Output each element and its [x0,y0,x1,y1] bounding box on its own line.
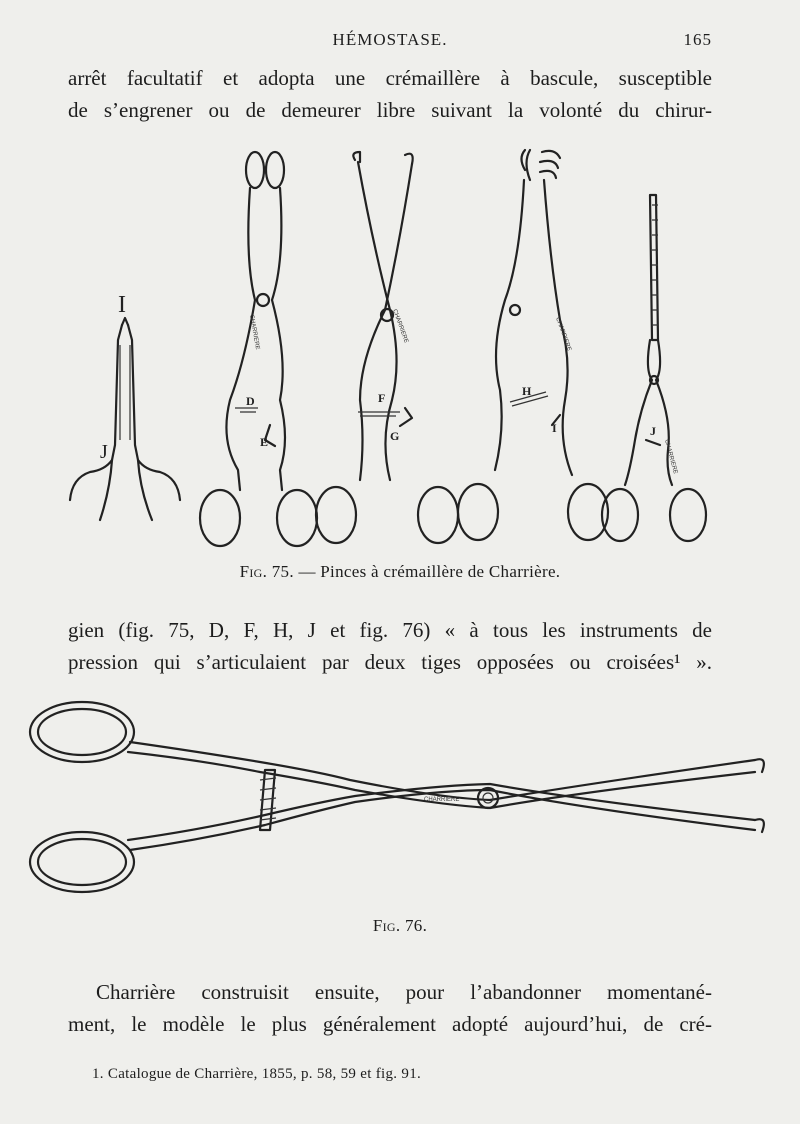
paragraph-bottom [96,976,712,1008]
footnote: 1. Catalogue de Charrière, 1855, p. 58, 59 et fig. 91. [92,1066,422,1082]
figure-75-caption [0,562,800,582]
text-line: ment, le modèle le plus généralement adopté aujourd’hui, de cré- [68,1012,712,1036]
forceps-j-instrument [602,195,706,541]
maker-stamp: CHARRIERE [663,438,679,475]
paragraph-bottom-continued [68,1008,712,1040]
maker-stamp: CHARRIERE [424,797,460,803]
text-line: gien (fig. 75, D, F, H, J et fig. 76) « à tous les instruments de [68,618,712,642]
figure-label: H [522,384,532,398]
caption-fig-prefix: Fig. [372,916,401,935]
forceps-f-instrument [316,152,458,543]
caption-text: 75. — Pinces à crémaillère de Charrière. [267,562,561,581]
figure-label: I [552,421,557,435]
page-number: 165 [683,30,712,49]
maker-stamp: CHARRIERE [248,314,261,351]
figure-76-caption [0,916,800,936]
figure-75-illustration [60,140,740,550]
figure-label: J [650,424,656,438]
small-clamp-instrument [70,318,180,520]
text-line: de s’engrener ou de demeurer libre suivant la volonté du chirur- [68,98,712,122]
caption-fig-prefix: Fig. [239,562,268,581]
maker-stamp: CHARRIERE [391,308,409,344]
text-line: arrêt facultatif et adopta une crémaillère à bascule, susceptible [68,66,712,90]
figure-label: G [390,429,400,443]
paragraph-middle [68,614,712,678]
figure-76-illustration [20,690,780,910]
running-title: HÉMOSTASE. [332,30,448,49]
figure-label: J [100,441,108,463]
maker-stamp: CHARRIERE [554,316,572,352]
caption-text: 76. [400,916,428,935]
figure-label: D [246,394,255,408]
text-line: Charrière construisit ensuite, pour l’abandonner momentané- [96,980,712,1004]
figure-label: I [118,292,126,318]
figure-label: E [260,435,269,449]
paragraph-top [68,62,712,126]
forceps-h-instrument [458,150,608,540]
figure-label: F [378,391,386,405]
text-line: pression qui s’articulaient par deux tiges opposées ou croisées¹ ». [68,650,712,674]
